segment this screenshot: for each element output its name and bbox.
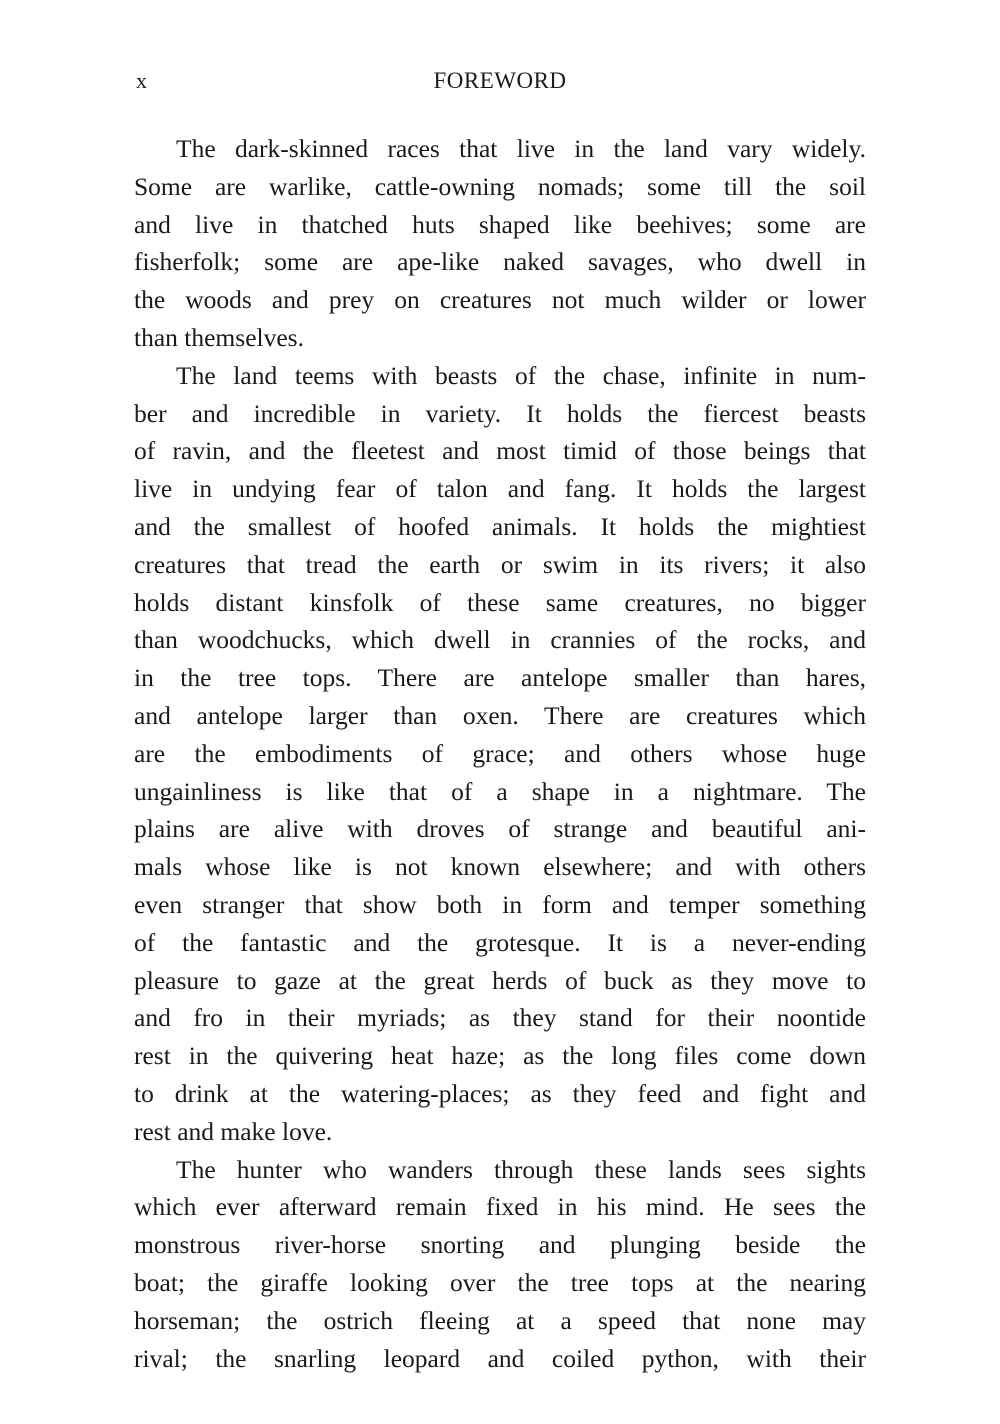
text-line: horseman; the ostrich fleeing at a speed that none may xyxy=(134,1305,866,1335)
text-line: rest and make love. xyxy=(134,1116,333,1146)
text-line: than themselves. xyxy=(134,322,304,352)
text-line: in the tree tops. There are antelope smaller than hares, xyxy=(134,663,866,693)
text-line: monstrous river-horse snorting and plunging beside the xyxy=(134,1230,866,1260)
body-text xyxy=(134,130,866,1377)
text-line: and the smallest of hoofed animals. It holds the mightiest xyxy=(134,511,866,541)
text-line: holds distant kinsfolk of these same creatures, no bigger xyxy=(134,587,866,617)
text-line: The land teems with beasts of the chase, infinite in num- xyxy=(176,360,866,390)
text-line: creatures that tread the earth or swim in its rivers; it also xyxy=(134,549,866,579)
text-line: of the fantastic and the grotesque. It is a never-ending xyxy=(134,927,866,957)
text-line: than woodchucks, which dwell in crannies of the rocks, and xyxy=(134,625,866,655)
text-line: and antelope larger than oxen. There are creatures which xyxy=(134,700,866,730)
paragraph xyxy=(134,357,866,1151)
text-line: ungainliness is like that of a shape in a nightmare. The xyxy=(134,776,866,806)
text-line: are the embodiments of grace; and others whose huge xyxy=(134,738,866,768)
text-line: and fro in their myriads; as they stand for their noontide xyxy=(134,1003,866,1033)
text-line: even stranger that show both in form and temper something xyxy=(134,889,866,919)
text-line: to drink at the watering-places; as they feed and fight and xyxy=(134,1078,866,1108)
text-line: ber and incredible in variety. It holds the fiercest beasts xyxy=(134,398,866,428)
text-line: rival; the snarling leopard and coiled python, with their xyxy=(134,1343,866,1373)
text-line: live in undying fear of talon and fang. It holds the largest xyxy=(134,474,866,504)
text-line: which ever afterward remain fixed in his mind. He sees the xyxy=(134,1192,866,1222)
paragraph xyxy=(134,1151,866,1378)
text-line: rest in the quivering heat haze; as the long files come down xyxy=(134,1041,866,1071)
text-line: plains are alive with droves of strange and beautiful ani- xyxy=(134,814,866,844)
text-line: of ravin, and the fleetest and most timid of those beings that xyxy=(134,436,866,466)
text-line: fisherfolk; some are ape-like naked savages, who dwell in xyxy=(134,247,866,277)
text-line: mals whose like is not known elsewhere; and with others xyxy=(134,852,866,882)
page-number: x xyxy=(136,68,147,93)
running-head: FOREWORD xyxy=(433,68,567,93)
text-line: and live in thatched huts shaped like beehives; some are xyxy=(134,209,866,239)
text-line: Some are warlike, cattle-owning nomads; some till the soil xyxy=(134,171,866,201)
text-line: pleasure to gaze at the great herds of buck as they move to xyxy=(134,965,866,995)
text-line: The hunter who wanders through these lands sees sights xyxy=(176,1154,866,1184)
text-line: the woods and prey on creatures not much wilder or lower xyxy=(134,285,866,315)
text-line: boat; the giraffe looking over the tree tops at the nearing xyxy=(134,1267,866,1297)
paragraph xyxy=(134,130,866,357)
text-line: The dark-skinned races that live in the land vary widely. xyxy=(176,134,866,163)
